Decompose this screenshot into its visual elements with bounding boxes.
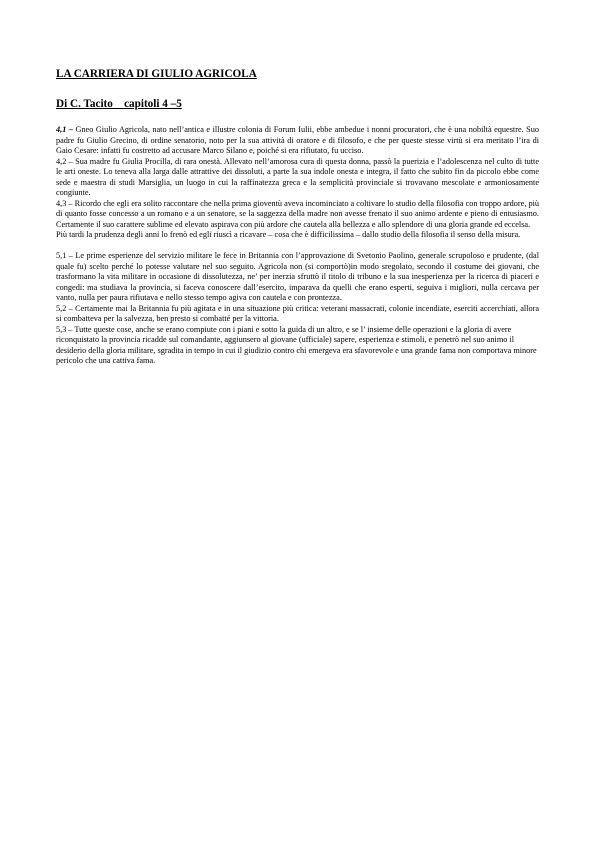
paragraph-4-3: 4,3 – Ricordo che egli era solito raccontare che nella prima gioventù aveva incominciato a coltivare lo studio della filosofia con troppo ardore, più di quanto fosse concesso a un romano e a un senatore, se la saggezza della madre non avesse frenato il suo animo ardente e pieno di entusiasmo. Certamente il suo carattere sublime ed elevato aspirava con più ardore che cautela alla bellezza e allo splendore di una gloria grande ed eccelsa.	[56, 198, 539, 229]
paragraph-4-2: 4,2 – Sua madre fu Giulia Procilla, di rara onestà. Allevato nell’amorosa cura di questa donna, passò la puerizia e l’adolescenza nel culto di tutte le arti oneste. Lo teneva alla larga dalle attrattive dei dissoluti, a parte la sua indole onesta e integra, il fatto che subito fin da piccolo ebbe come sede e maestra di studi Marsiglia, un luogo in cui la raffinatezza greca e la semplicità provinciale si trovavano mescolate e armoniosamente congiunte.	[56, 156, 539, 197]
paragraph-spacer	[56, 241, 539, 252]
paragraph-5-1: 5,1 – Le prime esperienze del servizio militare le fece in Britannia con l’approvazione di Svetonio Paolino, generale scrupoloso e prudente, (dal quale fu) scelto perché lo potesse valutare nel suo seguito. Agricola non (si comportò)in modo sregolato, secondo il costume dei giovani, che trasformano la vita militare in occasione di dissolutezza, ne’ per inerzia sfruttò il titolo di tribuno e la sua inesperienza per la ricerca di piaceri e congedi: ma studiava la provincia, si faceva conoscere dall’esercito, imparava da quelli che erano esperti, seguiva i migliori, nulla cercava per vanto, nulla per paura rifiutava e nello stesso tempo agiva con cautela e con prontezza.	[56, 251, 539, 302]
document-body	[56, 125, 539, 367]
document-title: LA CARRIERA DI GIULIO AGRICOLA	[56, 68, 257, 80]
paragraph-5-3: 5,3 – Tutte queste cose, anche se erano compiute con i piani e sotto la guida di un altro, e se l’ insieme delle operazioni e la gloria di avere riconquistato la provincia ricadde sul comandante, aggiunsero al giovane (ufficiale) sapere, esperienza e stimoli, e penetrò nel suo animo il desiderio della gloria militare, sgradita in tempo in cui il giudizio contro chi emergeva era sfavorevole e una grande fama non comportava minore pericolo che una cattiva fama.	[56, 324, 537, 365]
paragraph-5-2: 5,2 – Certamente mai la Britannia fu più agitata e in una situazione più critica: veterani massacrati, colonie incendiate, eserciti accerchiati, allora si combatteva per la salvezza, ben presto si combatté per la vittoria.	[56, 303, 539, 323]
paragraph-4-1	[56, 125, 539, 157]
paragraph-reference: 4,1 –	[56, 125, 73, 134]
paragraph-text: Gneo Giulio Agricola, nato nell’antica e illustre colonia di Forum Iulii, ebbe ambedue i nonni procuratori, che è una nobiltà equestre. Suo padre fu Giulio Grecino, di ordine senatorio, noto per la sua attività di oratore e di filosofo, e che per queste stesse virtù si era meritato l’ira di Gaio Cesare: infatti fu costretto ad accusare Marco Silano e, poiché si era rifiutato, fu ucciso.	[56, 125, 540, 155]
paragraph-4-3-continued: Più tardi la prudenza degli anni lo frenò ed egli riuscì a ricavare – cosa che è difficilissima – dallo studio della filosofia il senso della misura.	[56, 230, 521, 239]
document-subtitle: Di C. Tacito capitoli 4 –5	[56, 98, 182, 110]
